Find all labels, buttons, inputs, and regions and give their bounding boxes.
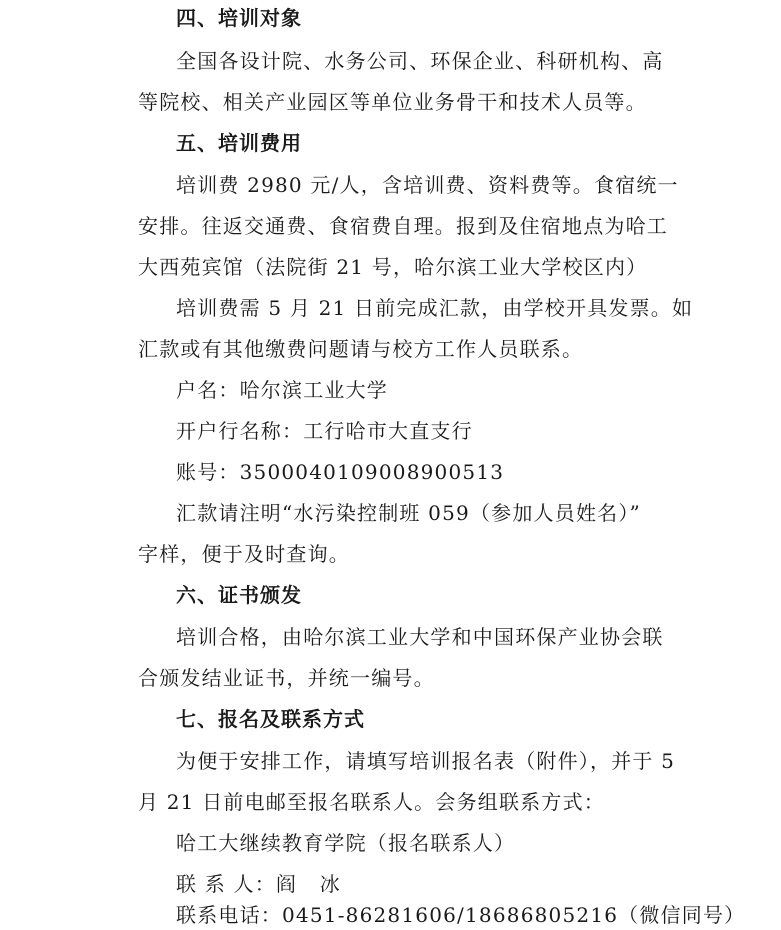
paragraph-line: 合颁发结业证书，并统一编号。	[138, 666, 435, 690]
remittance-note: 字样，便于及时查询。	[138, 542, 350, 566]
section-heading-training-fee: 五、培训费用	[176, 131, 302, 155]
section-heading-registration: 七、报名及联系方式	[176, 707, 365, 731]
remittance-note: 汇款请注明“水污染控制班 059（参加人员姓名）”	[176, 501, 641, 525]
paragraph-line: 等院校、相关产业园区等单位业务骨干和技术人员等。	[138, 90, 647, 114]
bank-name: 开户行名称：工行哈市大直支行	[176, 419, 473, 443]
section-heading-training-target: 四、培训对象	[176, 6, 302, 30]
organization: 哈工大继续教育学院（报名联系人）	[176, 831, 516, 855]
account-name: 户名：哈尔滨工业大学	[176, 378, 388, 402]
paragraph-line: 培训合格，由哈尔滨工业大学和中国环保产业协会联	[176, 625, 664, 649]
paragraph-line: 安排。往返交通费、食宿费自理。报到及住宿地点为哈工	[138, 214, 668, 238]
paragraph-line: 月 21 日前电邮至报名联系人。会务组联系方式：	[138, 790, 605, 814]
contact-person: 联 系 人：阎 冰	[176, 872, 341, 896]
paragraph-line: 大西苑宾馆（法院街 21 号，哈尔滨工业大学校区内）	[138, 255, 648, 279]
paragraph-line: 为便于安排工作，请填写培训报名表（附件），并于 5	[176, 749, 676, 773]
paragraph-line: 汇款或有其他缴费问题请与校方工作人员联系。	[138, 337, 584, 361]
paragraph-line: 培训费 2980 元/人，含培训费、资料费等。食宿统一	[176, 173, 679, 197]
contact-phone: 联系电话：0451-86281606/18686805216（微信同号）	[176, 903, 746, 927]
paragraph-line: 培训费需 5 月 21 日前完成汇款，由学校开具发票。如	[176, 296, 694, 320]
paragraph-line: 全国各设计院、水务公司、环保企业、科研机构、高	[176, 49, 664, 73]
section-heading-certificate: 六、证书颁发	[176, 583, 302, 607]
account-number: 账号：3500040109008900513	[176, 460, 505, 484]
